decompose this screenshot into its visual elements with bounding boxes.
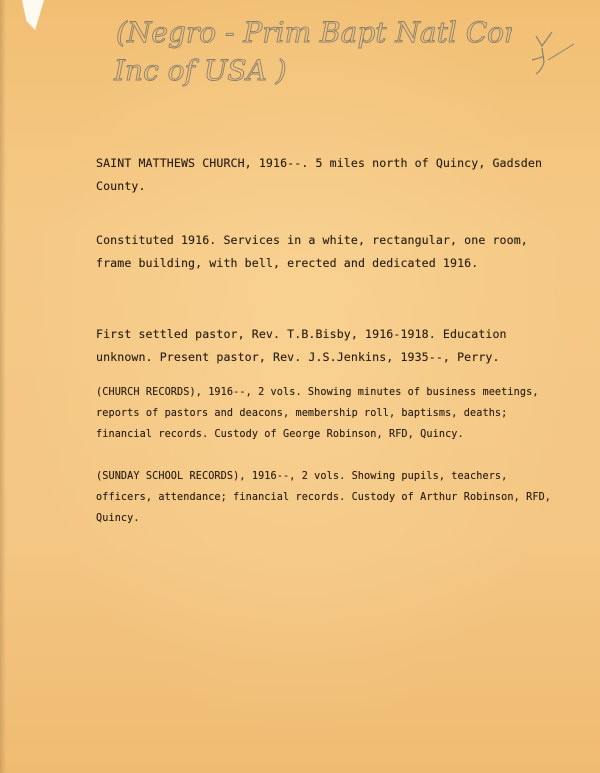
torn-corner bbox=[22, 0, 44, 30]
sunday-school-records-paragraph: (SUNDAY SCHOOL RECORDS), 1916--, 2 vols. Showing pupils, teachers, officers, attendance; financial records. Custody of Arthur Robinson, RFD, Quincy. bbox=[96, 471, 552, 524]
handwritten-annotation-svg bbox=[112, 8, 512, 98]
pastors-paragraph: First settled pastor, Rev. T.B.Bisby, 1916-1918. Education unknown. Present pastor, Rev. J.S.Jenkins, 1935--, Perry. bbox=[96, 327, 507, 364]
handwritten-line-1: (Negro - Prim Bapt Natl Conv. bbox=[116, 16, 512, 49]
handwritten-annotation bbox=[112, 8, 512, 98]
check-mark-icon bbox=[528, 30, 578, 80]
handwritten-line-2: Inc of USA ) bbox=[114, 54, 287, 87]
church-records-paragraph: (CHURCH RECORDS), 1916--, 2 vols. Showing minutes of business meetings, reports of pastors and deacons, membership roll, baptisms, deaths; financial records. Custody of George Robinson, RFD, Quincy. bbox=[96, 387, 539, 440]
church-entry-heading: SAINT MATTHEWS CHURCH, 1916--. 5 miles north of Quincy, Gadsden County. bbox=[96, 156, 543, 193]
page-edge-shadow bbox=[0, 0, 6, 773]
constituted-paragraph: Constituted 1916. Services in a white, rectangular, one room, frame building, with bell, erected and dedicated 1916. bbox=[96, 233, 528, 270]
